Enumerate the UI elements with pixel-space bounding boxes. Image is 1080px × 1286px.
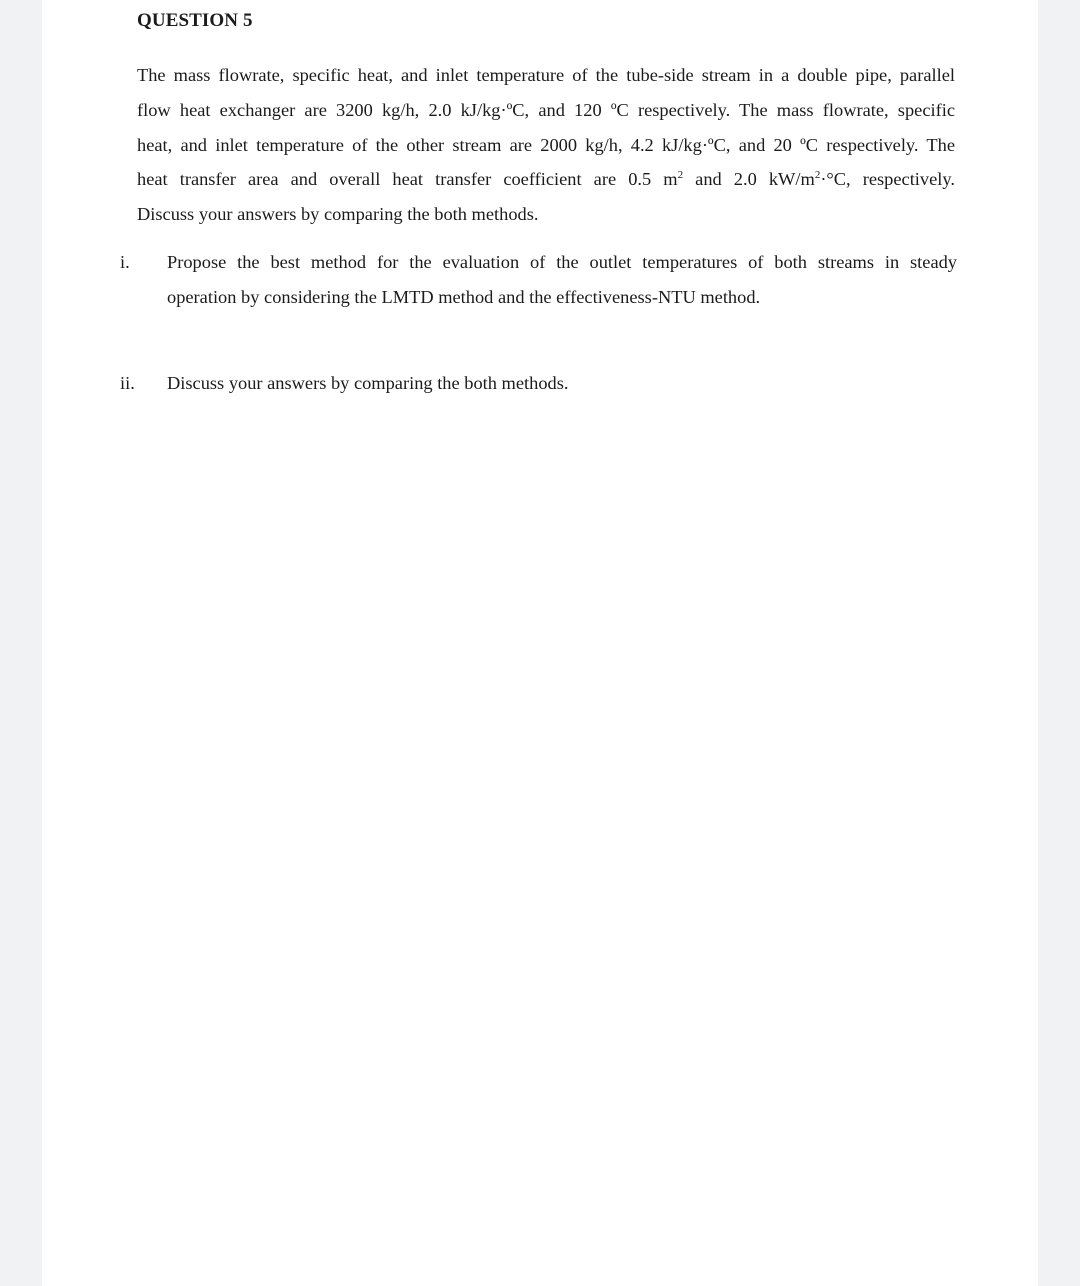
- paragraph-line: Discuss your answers by comparing the both methods.: [137, 204, 539, 225]
- paragraph-line-with-units: [137, 162, 955, 197]
- superscript-area-exponent: 2: [677, 169, 684, 182]
- list-item-line: Discuss your answers by comparing the both methods.: [167, 373, 569, 393]
- paragraph-line: The mass flowrate, specific heat, and inlet temperature of the tube-side stream in a double pipe, parallel: [137, 65, 955, 85]
- document-page: [42, 0, 1038, 1286]
- list-item-text: [167, 366, 957, 401]
- list-item-text: [167, 245, 957, 315]
- paragraph-line: flow heat exchanger are 3200 kg/h, 2.0 kJ/kg·ºC, and 120 ºC respectively. The mass flowrate, specific: [137, 99, 955, 120]
- line4-part2: and 2.0 kW/m: [683, 169, 815, 190]
- paragraph-line: heat, and inlet temperature of the other stream are 2000 kg/h, 4.2 kJ/kg·ºC, and 20 ºC respectively. The: [137, 134, 955, 155]
- question-paragraph: [137, 58, 955, 232]
- list-item-line: Propose the best method for the evaluation of the outlet temperatures of both streams in steady: [167, 252, 957, 272]
- line4-part3: ·°C, respectively.: [820, 169, 955, 190]
- line4-part1: heat transfer area and overall heat transfer coefficient are 0.5 m: [137, 169, 678, 190]
- list-item-number: ii.: [120, 373, 135, 393]
- list-item-line: operation by considering the LMTD method and the effectiveness-NTU method.: [167, 286, 761, 307]
- list-item-number: i.: [120, 252, 130, 272]
- question-title: QUESTION 5: [137, 10, 253, 31]
- superscript-coefficient-exponent: 2: [814, 169, 821, 182]
